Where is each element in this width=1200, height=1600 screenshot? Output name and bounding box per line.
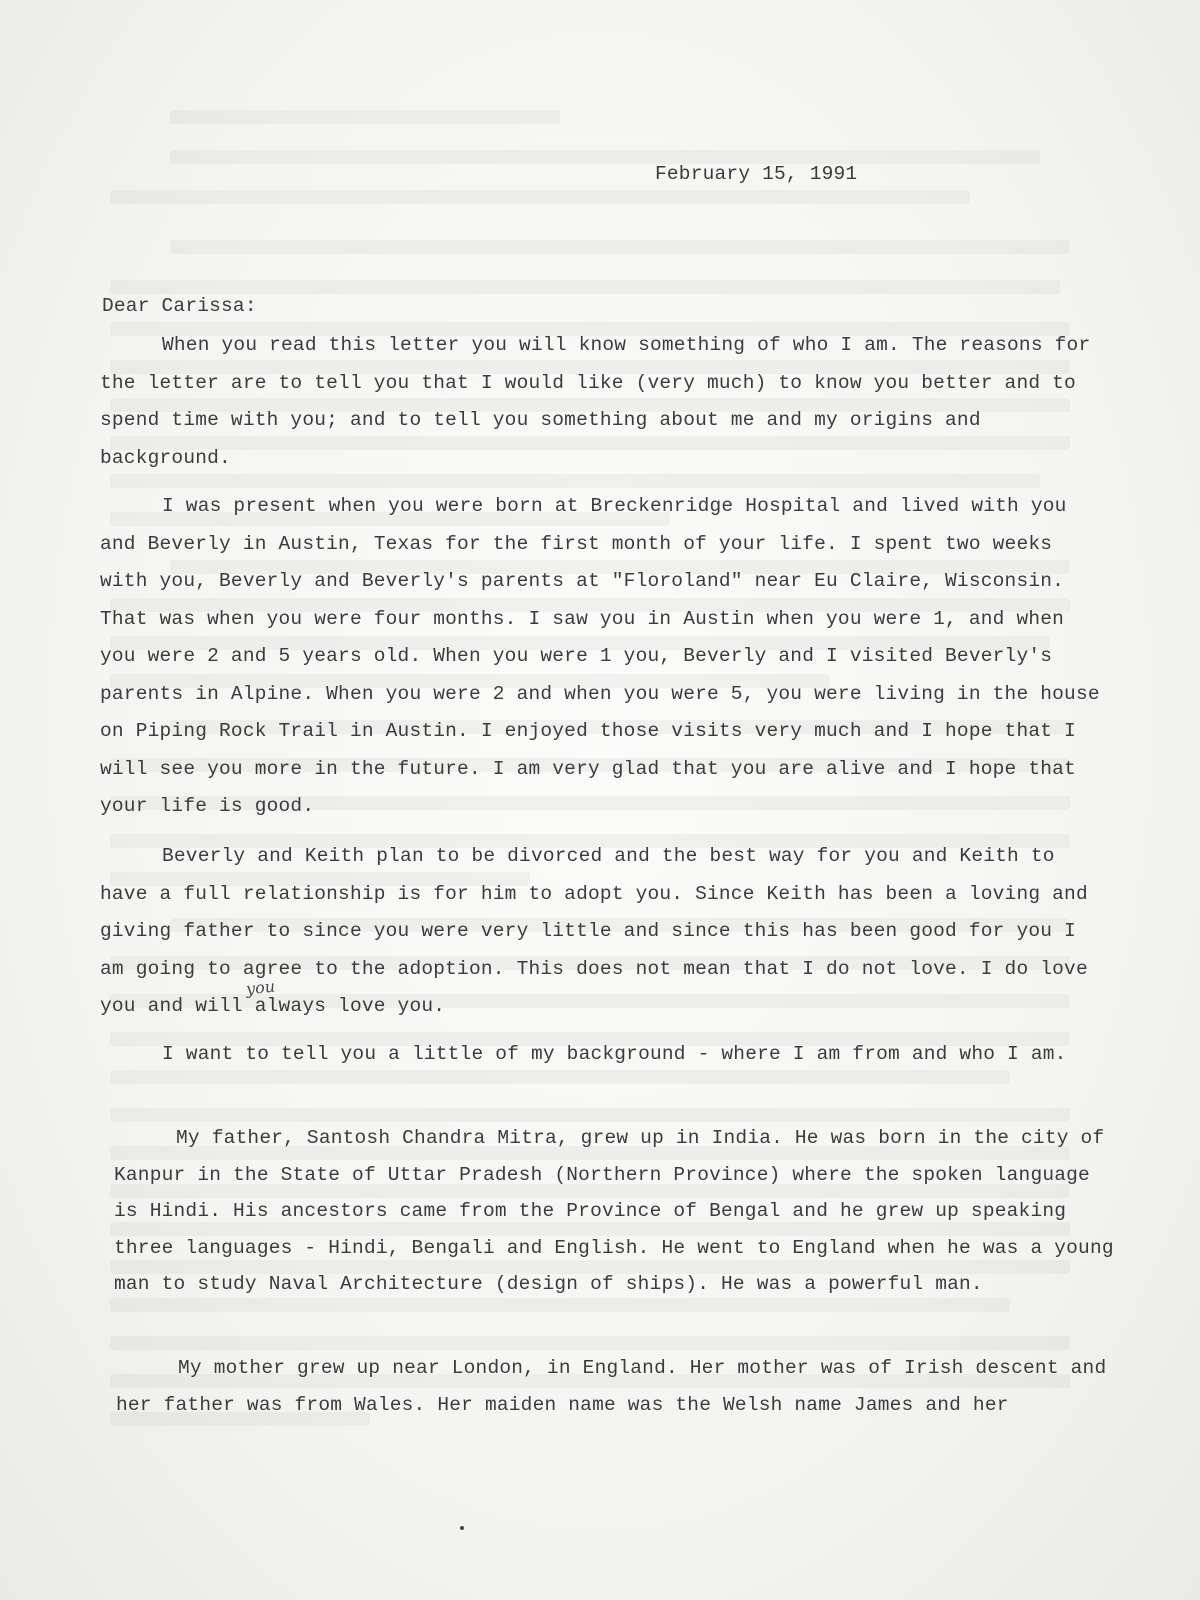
paragraph: When you read this letter you will know something of who I am. The reasons for the letter are to tell you that I would like (very much) to know you better and to spend time with you; and to tell you something about me and my origins and background. bbox=[100, 334, 1091, 469]
handwritten-insert: you bbox=[245, 976, 276, 999]
salutation: Dear Carissa: bbox=[102, 295, 257, 317]
paragraph: I want to tell you a little of my background - where I am from and who I am. bbox=[162, 1043, 1067, 1065]
paragraph: My father, Santosh Chandra Mitra, grew up in India. He was born in the city of Kanpur in the State of Uttar Pradesh (Northern Province) where the spoken language is Hindi. His ancestors came from the Province of Bengal and he grew up speaking three languages - Hindi, Bengali and English. He went to England when he was a young man to study Naval Architecture (design of ships). He was a powerful man. bbox=[114, 1127, 1114, 1295]
paragraph: Beverly and Keith plan to be divorced and the best way for you and Keith to have a full relationship is for him to adopt you. Since Keith has been a loving and giving father to since you were very little and since this has been good for you I am going to agree to the adoption. This does not mean that I do not love. I do love you and will always love you. bbox=[100, 845, 1088, 1017]
paragraph: My mother grew up near London, in England. Her mother was of Irish descent and her father was from Wales. Her maiden name was the Welsh name James and her bbox=[116, 1357, 1107, 1416]
paper-speck bbox=[460, 1526, 464, 1530]
paragraph: I was present when you were born at Breckenridge Hospital and lived with you and Beverly in Austin, Texas for the first month of your life. I spent two weeks with you, Beverly and Beverly's parents at "Floroland" near Eu Claire, Wisconsin. That was when you were four months. I saw you in Austin when you were 1, and when you were 2 and 5 years old. When you were 1 you, Beverly and I visited Beverly's parents in Alpine. When you were 2 and when you were 5, you were living in the house on Piping Rock Trail in Austin. I enjoyed those visits very much and I hope that I will see you more in the future. I am very glad that you are alive and I hope that your life is good. bbox=[100, 495, 1100, 817]
letter-date: February 15, 1991 bbox=[655, 163, 858, 185]
